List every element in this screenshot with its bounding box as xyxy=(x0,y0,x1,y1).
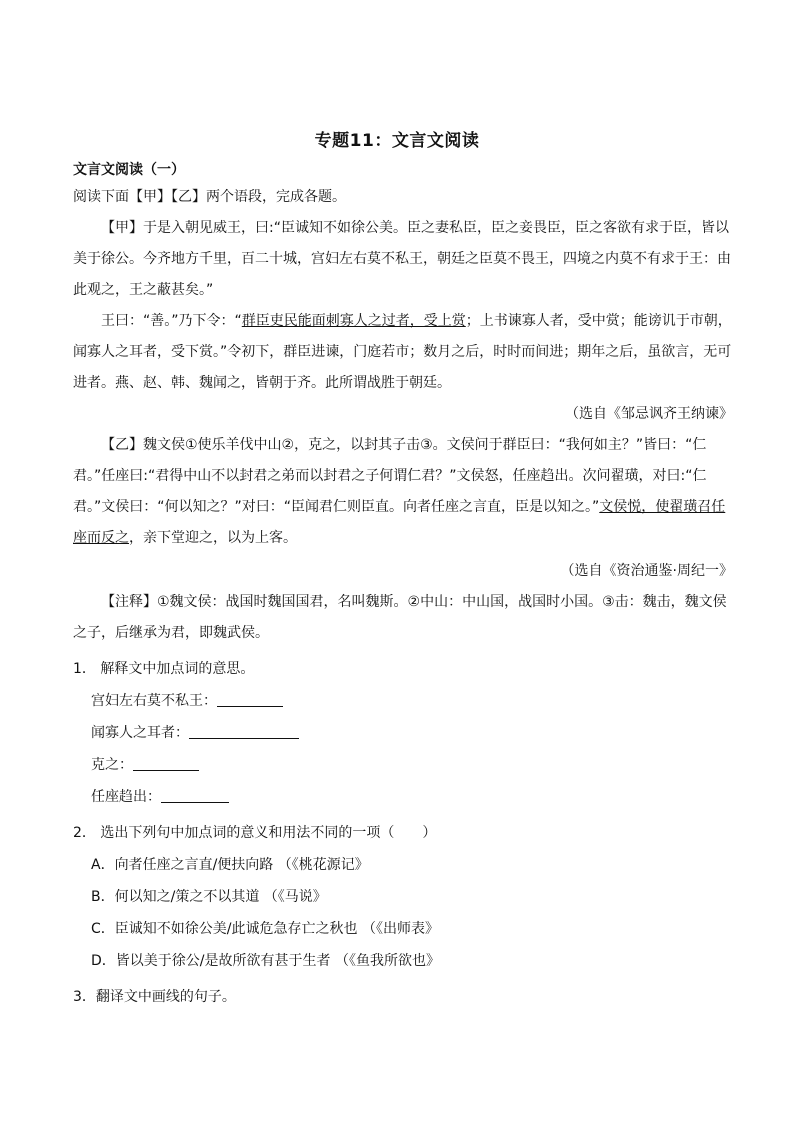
passage-jia-text-before: 王曰：“善。”乃下令：“ xyxy=(101,313,242,329)
passage-yi-text-after: ，亲下堂迎之，以为上客。 xyxy=(129,530,297,546)
section-heading: 文言文阅读（一） xyxy=(73,162,185,178)
question-1-item xyxy=(73,685,733,717)
passage-yi-paragraph xyxy=(73,430,733,554)
question-2-option-b[interactable]: B．何以知之/策之不以其道 （《马说》 xyxy=(91,889,327,905)
passage-yi-text-before: 【乙】魏文侯①使乐羊伐中山②，克之，以封其子击③。文侯问于群臣曰：“我何如主？”皆曰：“仁君。”任座曰:“君得中山不以封君之弟而以封君之子何谓仁君？”文侯怒，任座趋出。次问翟璜，对曰:“仁君。”文侯曰：“何以知之？”对曰：“臣闻君仁则臣直。向者任座之言直，臣是以知之。” xyxy=(73,437,707,515)
answer-blank[interactable] xyxy=(189,722,299,739)
question-2-option-c[interactable]: C．臣诚知不如徐公美/此诚危急存亡之秋也 （《出师表》 xyxy=(91,921,439,937)
passage-jia-paragraph-1: 【甲】于是入朝见威王，曰:“臣诚知不如徐公美。臣之妻私臣，臣之妾畏臣，臣之客欲有求于臣，皆以美于徐公。今齐地方千里，百二十城，宫妇左右莫不私王，朝廷之臣莫不畏王，四境之内莫不有求于王：由此观之，王之蔽甚矣。” xyxy=(73,220,731,298)
passage-yi-source: （选自《资治通鉴·周纪一》 xyxy=(560,563,733,579)
passage-jia-text-after: ；上书谏寡人者，受中赏；能谤讥于市朝，闻寡人之耳者，受下赏。”令初下，群臣进谏，门庭若市；数月之后，时时而间进；期年之后，虽欲言，无可进者。燕、赵、韩、魏闻之，皆朝于齐。此所谓战胜于朝廷。 xyxy=(73,313,732,391)
question-2-option-a[interactable]: A．向者任座之言直/便扶向路 （《桃花源记》 xyxy=(91,857,369,873)
question-2-option-d[interactable]: D．皆以美于徐公/是故所欲有甚于生者 （《鱼我所欲也》 xyxy=(91,953,440,969)
question-3-stem: 3．翻译文中画线的句子。 xyxy=(73,989,236,1005)
answer-blank[interactable] xyxy=(217,690,283,707)
question-1-item xyxy=(73,717,733,749)
question-1-stem: 1． 解释文中加点词的意思。 xyxy=(73,661,255,677)
answer-blank[interactable] xyxy=(161,786,229,803)
intro-text: 阅读下面【甲】【乙】两个语段，完成各题。 xyxy=(73,189,346,205)
question-1-item xyxy=(73,749,733,781)
underlined-sentence-1: 群臣吏民能面刺寡人之过者，受上赏 xyxy=(241,313,466,329)
document-content xyxy=(73,183,733,1013)
passage-jia-paragraph-2 xyxy=(73,306,733,399)
answer-blank[interactable] xyxy=(133,754,199,771)
passage-jia-source: （选自《邹忌讽齐王纳谏》 xyxy=(565,406,733,422)
question-1-item-label: 克之： xyxy=(91,757,133,773)
question-1-item-label: 宫妇左右莫不私王： xyxy=(91,693,217,709)
question-1-item-label: 任座趋出： xyxy=(91,789,161,805)
page-title: 专题11：文言文阅读 xyxy=(314,131,480,151)
question-1-item-label: 闻寡人之耳者： xyxy=(91,725,189,741)
question-2-stem: 2． 选出下列句中加点词的意义和用法不同的一项（ ） xyxy=(73,825,437,841)
annotations: 【注释】①魏文侯：战国时魏国国君，名叫魏斯。②中山：中山国，战国时小国。③击：魏击，魏文侯之子，后继承为君，即魏武侯。 xyxy=(73,594,727,641)
underlined-sentence-2: 文侯悦，使翟璜召任座而反之 xyxy=(73,499,726,546)
question-1-item xyxy=(73,781,733,813)
